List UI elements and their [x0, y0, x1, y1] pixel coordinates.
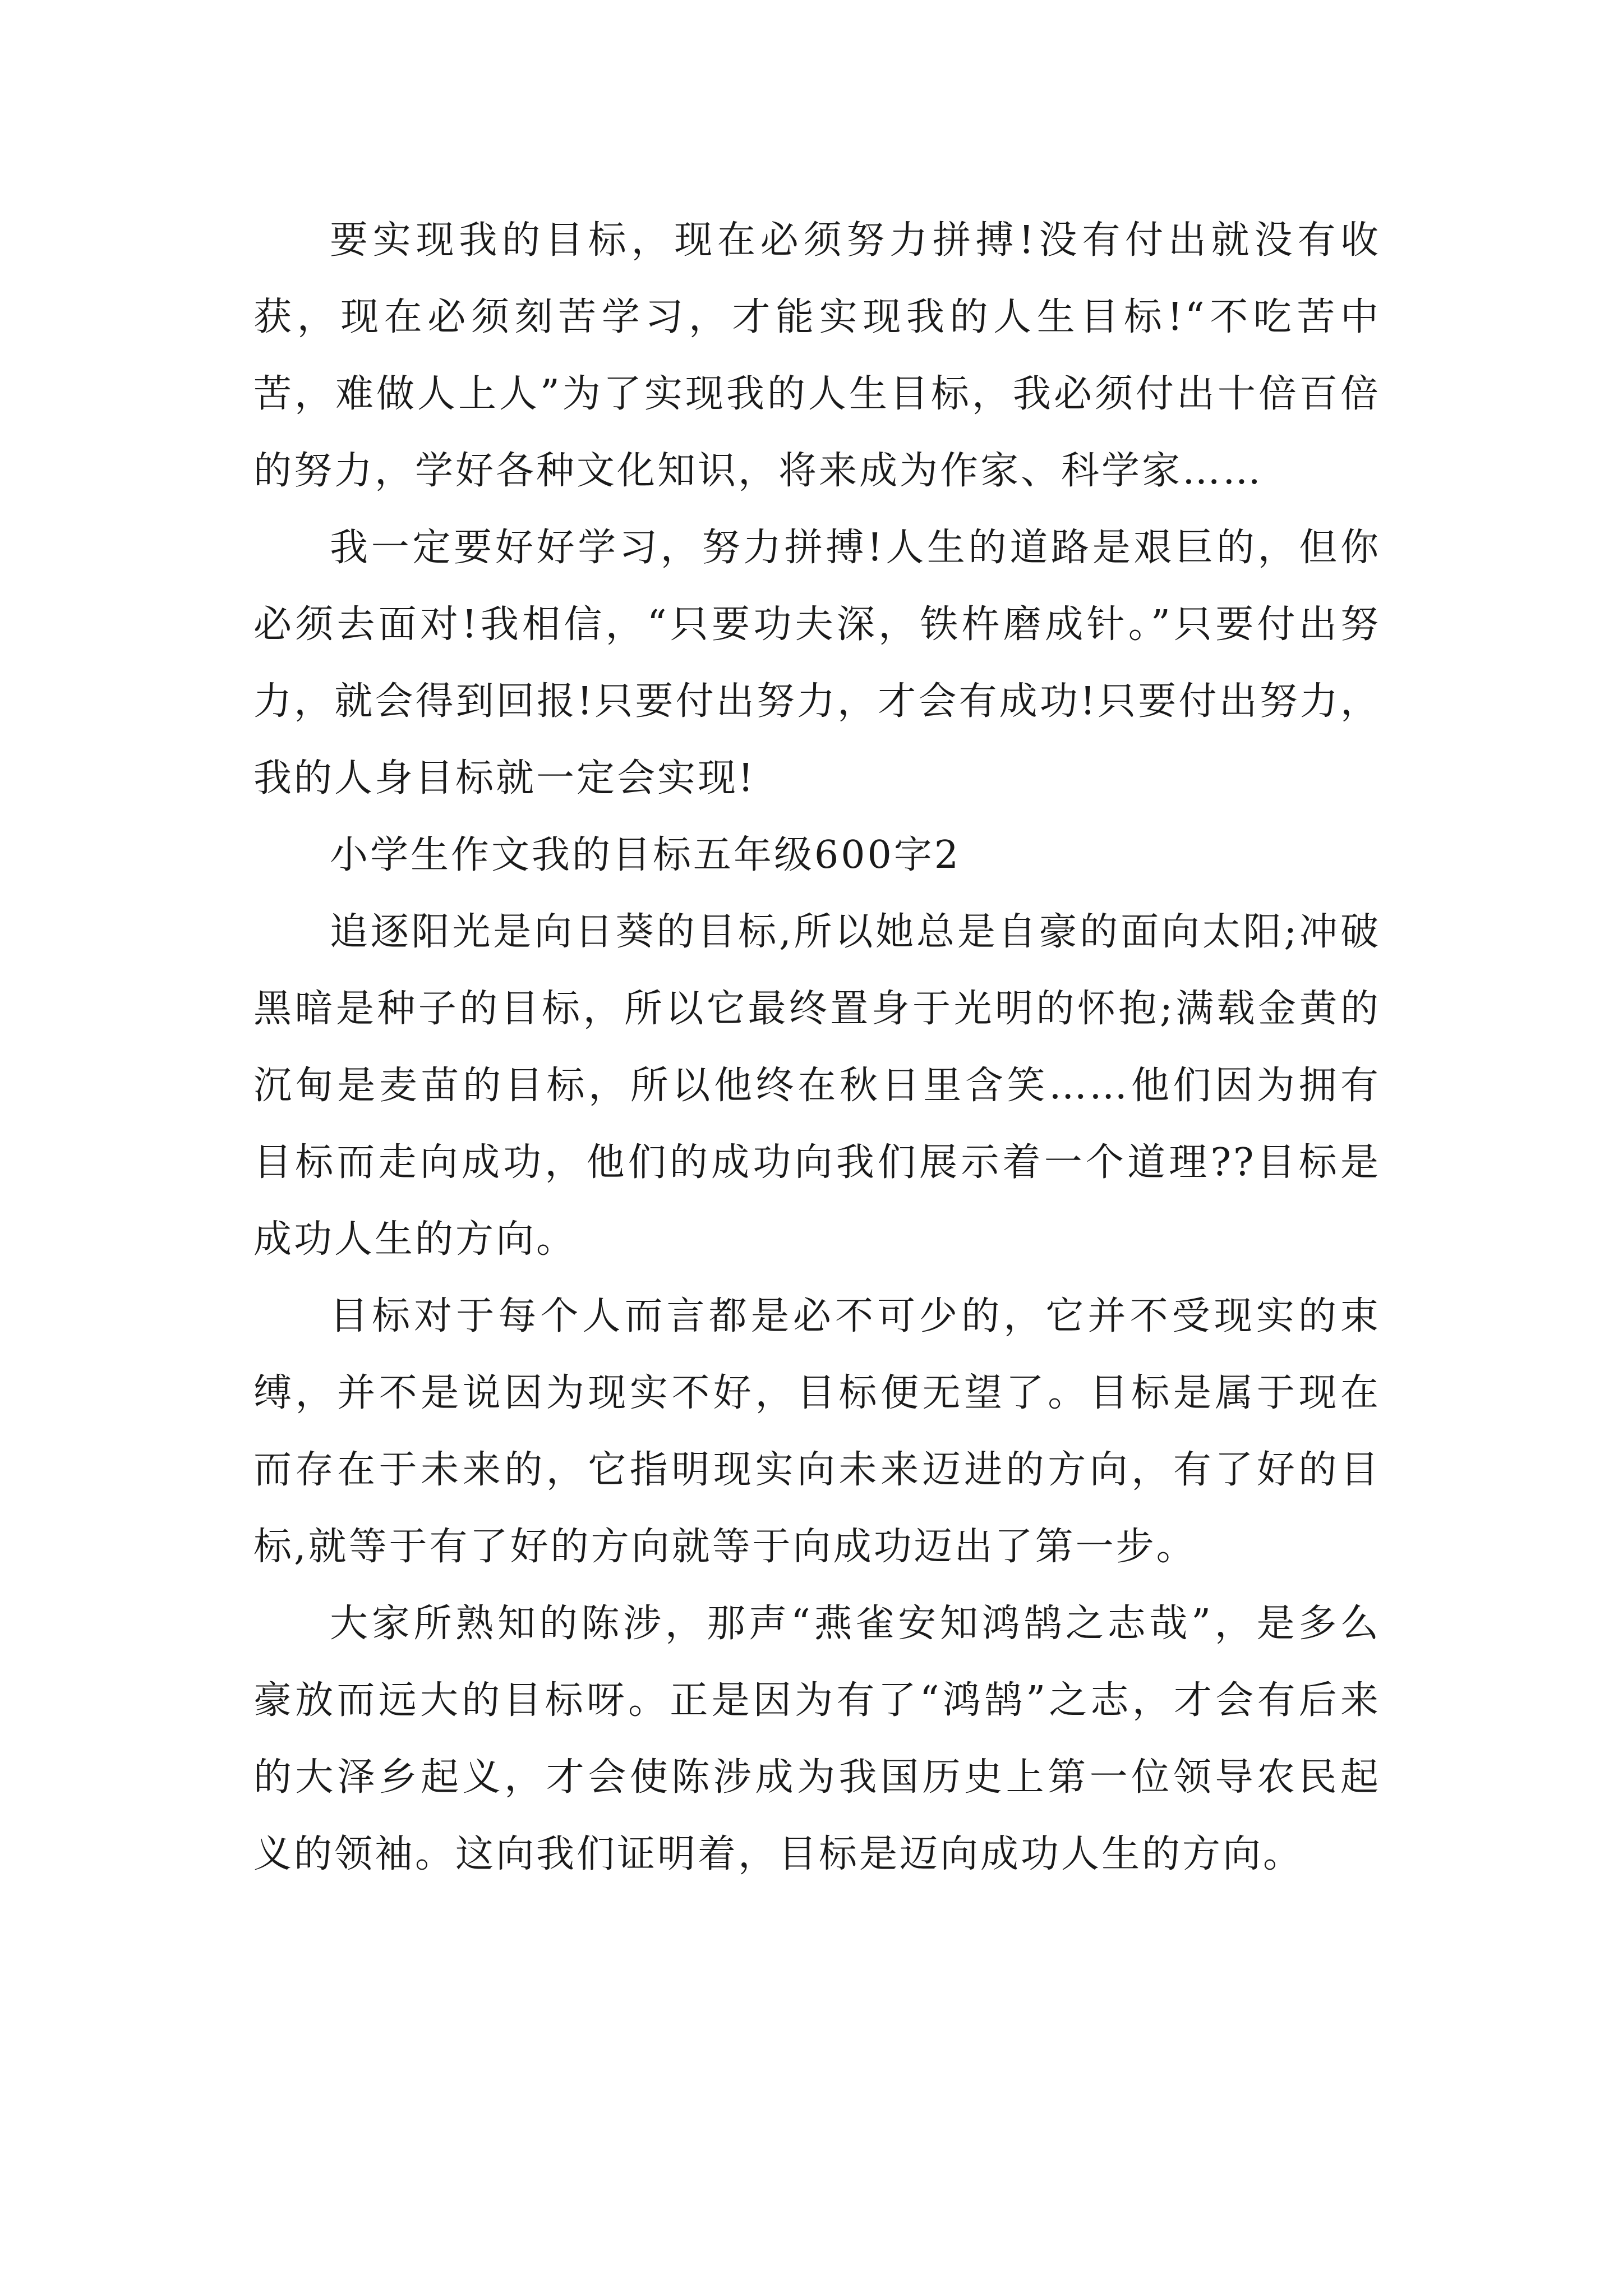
- paragraph-5: 大家所熟知的陈涉，那声“燕雀安知鸿鹄之志哉”，是多么豪放而远大的目标呀。正是因为有了“鸿鹄”之志，才会有后来的大泽乡起义，才会使陈涉成为我国历史上第一位领导农民起义的领袖。这向我们证明着，目标是迈向成功人生的方向。: [253, 1602, 1381, 1876]
- paragraph-3: 追逐阳光是向日葵的目标,所以她总是自豪的面向太阳;冲破黑暗是种子的目标，所以它最终置身于光明的怀抱;满载金黄的沉甸是麦苗的目标，所以他终在秋日里含笑……他们因为拥有目标而走向成功，他们的成功向我们展示着一个道理??目标是成功人生的方向。: [253, 910, 1381, 1262]
- section-title: 小学生作文我的目标五年级600字2: [330, 833, 961, 877]
- document-body: [253, 202, 1381, 1893]
- paragraph-1: 要实现我的目标，现在必须努力拼搏!没有付出就没有收获，现在必须刻苦学习，才能实现我的人生目标!“不吃苦中苦，难做人上人”为了实现我的人生目标，我必须付出十倍百倍的努力，学好各种文化知识，将来成为作家、科学家……: [253, 218, 1381, 493]
- paragraph-4: 目标对于每个人而言都是必不可少的，它并不受现实的束缚，并不是说因为现实不好，目标便无望了。目标是属于现在而存在于未来的，它指明现实向未来迈进的方向，有了好的目标,就等于有了好的方向就等于向成功迈出了第一步。: [253, 1294, 1381, 1569]
- paragraph-2: 我一定要好好学习，努力拼搏!人生的道路是艰巨的，但你必须去面对!我相信，“只要功夫深，铁杵磨成针。”只要付出努力，就会得到回报!只要付出努力，才会有成功!只要付出努力，我的人身目标就一定会实现!: [253, 526, 1381, 800]
